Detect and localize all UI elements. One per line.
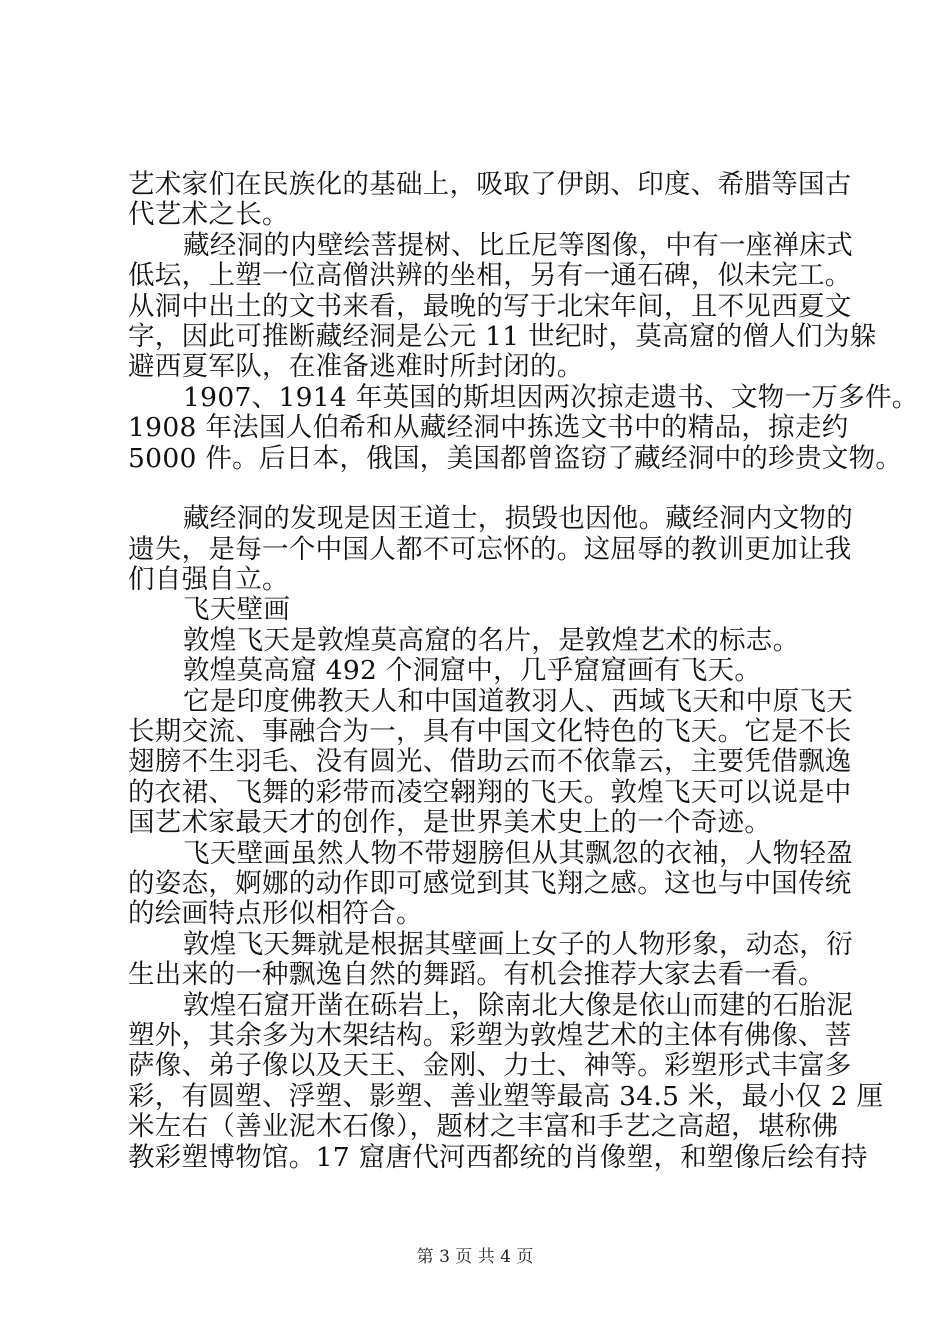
- text-line: 避西夏军队，在准备逃难时所封闭的。: [128, 351, 584, 383]
- text-line: 代艺术之长。: [128, 199, 289, 231]
- text-line: 国艺术家最天才的创作，是世界美术史上的一个奇迹。: [128, 807, 772, 839]
- paragraph-start-line: 敦煌石窟开凿在砾岩上，除南北大像是依山而建的石胎泥: [183, 989, 853, 1021]
- text-line: 长期交流、事融合为一，具有中国文化特色的飞天。它是不长: [128, 716, 852, 748]
- text-line: 低坛，上塑一位高僧洪辨的坐相，另有一通石碑，似未完工。: [128, 260, 852, 292]
- paragraph-start-line: 飞天壁画虽然人物不带翅膀但从其飘忽的衣袖，人物轻盈: [183, 837, 853, 869]
- blank-line: [128, 474, 833, 504]
- text-line: 生出来的一种飘逸自然的舞蹈。有机会推荐大家去看一看。: [128, 959, 825, 991]
- text-line: 遗失，是每一个中国人都不可忘怀的。这屈辱的教训更加让我: [128, 533, 852, 565]
- paragraph-start-line: 它是印度佛教天人和中国道教羽人、西域飞天和中原飞天: [183, 685, 853, 717]
- text-line: 5000 件。后日本，俄国，美国都曾盗窃了藏经洞中的珍贵文物。: [128, 442, 903, 474]
- text-line: 彩，有圆塑、浮塑、影塑、善业塑等最高 34.5 米，最小仅 2 厘: [128, 1080, 884, 1112]
- paragraph-start-line: 敦煌莫高窟 492 个洞窟中，几乎窟窟画有飞天。: [183, 655, 762, 687]
- text-line: 们自强自立。: [128, 564, 289, 596]
- text-line: 翅膀不生羽毛、没有圆光、借助云而不依靠云，主要凭借飘逸: [128, 746, 852, 778]
- text-line: 米左右（善业泥木石像），题材之丰富和手艺之高超，堪称佛: [128, 1111, 839, 1143]
- paragraph-start-line: 藏经洞的内壁绘菩提树、比丘尼等图像，中有一座禅床式: [183, 229, 853, 261]
- paragraph-start-line: 1907、1914 年英国的斯坦因两次掠走遗书、文物一万多件。: [183, 381, 919, 413]
- text-line: 的姿态，婀娜的动作即可感觉到其飞翔之感。这也与中国传统: [128, 867, 852, 899]
- paragraph-start-line: 藏经洞的发现是因王道士，损毁也因他。藏经洞内文物的: [183, 503, 853, 535]
- text-line: 的绘画特点形似相符合。: [128, 898, 423, 930]
- text-line: 教彩塑博物馆。17 窟唐代河西都统的肖像塑，和塑像后绘有持: [128, 1141, 868, 1173]
- paragraph-start-line: 敦煌飞天是敦煌莫高窟的名片，是敦煌艺术的标志。: [183, 624, 800, 656]
- text-line: 从洞中出土的文书来看，最晚的写于北宋年间，且不见西夏文: [128, 290, 852, 322]
- text-line: 字，因此可推断藏经洞是公元 11 世纪时，莫高窟的僧人们为躲: [128, 320, 877, 352]
- page-number-footer: 第 3 页 共 4 页: [416, 1247, 534, 1267]
- text-line: 萨像、弟子像以及天王、金刚、力士、神等。彩塑形式丰富多: [128, 1050, 852, 1082]
- text-line: 1908 年法国人伯希和从藏经洞中拣选文书中的精品，掠走约: [128, 412, 849, 444]
- text-line: 塑外，其余多为木架结构。彩塑为敦煌艺术的主体有佛像、菩: [128, 1019, 852, 1051]
- section-heading: 飞天壁画: [183, 594, 291, 626]
- text-line: 艺术家们在民族化的基础上，吸取了伊朗、印度、希腊等国古: [128, 169, 852, 200]
- paragraph-start-line: 敦煌飞天舞就是根据其壁画上女子的人物形象，动态，衍: [183, 928, 853, 960]
- text-line: 的衣裙、飞舞的彩带而凌空翱翔的飞天。敦煌飞天可以说是中: [128, 776, 852, 808]
- document-body: [128, 169, 919, 1173]
